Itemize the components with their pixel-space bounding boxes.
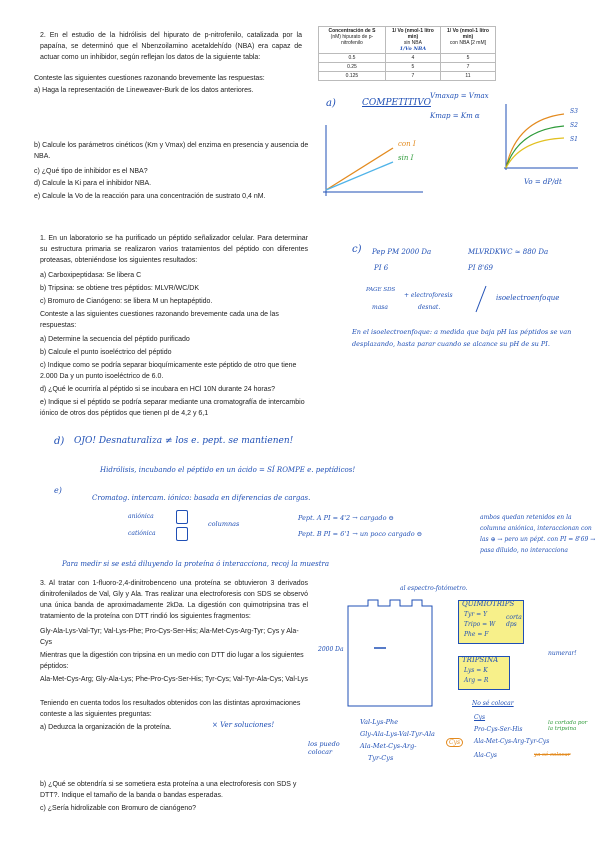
note-tyr: Tyr = Y: [464, 611, 488, 618]
header-handwritten-note: 1/Vo NBA: [399, 46, 427, 52]
note-s2: S2: [570, 122, 578, 129]
note-cys: Cys: [474, 714, 486, 721]
note-anionica: aniónica: [128, 513, 154, 520]
note-vo: Vo = dP/dt: [524, 178, 562, 186]
problem3-question-b: b) ¿Qué se obtendría si se sometiera esta proteína a una electroforesis con SDS y DTT?. Indique el tamaño de la banda o bandas esperadas.: [40, 781, 297, 799]
note-phe: Phe = F: [464, 631, 489, 638]
note-sequence: MLVRDKWC ≈ 880 Da: [468, 248, 549, 256]
note-cationica: catiónica: [128, 530, 156, 537]
data-table: [318, 26, 496, 81]
note-con-i: con I: [398, 140, 416, 148]
note-no-se-colocar: No sé colocar: [472, 700, 514, 707]
note-pept-b: Pept. B PI = 6'1 → un poco cargado ⊖: [298, 530, 423, 538]
note-ala-line: Ala-Met-Cys-Arg-Tyr-Cys: [474, 738, 550, 745]
note-isoelectro: isoelectroenfoque: [496, 294, 560, 302]
problem3-intro: 3. Al tratar con 1-fluoro-2,4-dinitrobenceno una proteína se obtuvieron 3 derivados dinitrofenilados de Val, Gly y Ala. Tras realizar una electroforesis con SDS se observó una única banda de aproximadamente 2kDa. La digestión con quimotripsina tras el tratamiento de la proteína con DTT rindió los siguientes fragmentos:: [40, 580, 308, 620]
problem1-result-c: c) Bromuro de Cianógeno: se libera M un heptapéptido.: [40, 298, 213, 305]
note-columnas: columnas: [208, 520, 240, 528]
note-s1: S1: [570, 136, 578, 143]
table-header-sin: 1/ Vo (nmol-1 litro min) sin NBA 1/Vo NBA: [385, 27, 440, 54]
note-isoelectro-explanation: En el isoelectroenfoque: a medida que baja pH las péptidos se van desplazando, hasta parar cuando se alcance su pH de su PI.: [352, 328, 572, 348]
note-sin-i: sin I: [398, 154, 414, 162]
note-page-sds: PAGE SDS: [366, 287, 396, 293]
table-row: 0.5 4 5: [319, 54, 496, 63]
note-tripsina: TRIPSINA: [462, 656, 499, 664]
divider-slash: [474, 284, 488, 314]
column-icon: [176, 527, 188, 541]
note-a-label: a): [326, 98, 336, 109]
note-corta-dps: corta dps: [506, 614, 522, 628]
table-header-con: 1/ Vo (nmol-1 litro min) con NBA [2 mM]: [440, 27, 495, 54]
problem1-result-a: a) Carboxipeptidasa: Se libera C: [40, 272, 142, 279]
note-desnat: desnat.: [418, 304, 441, 311]
note-pi869: PI 8'69: [468, 264, 493, 272]
note-2000-da: 2000 Da: [318, 646, 344, 653]
note-arg: Arg = R: [464, 677, 489, 684]
problem1-question-b: b) Calcule el punto isoeléctrico del péptido: [40, 349, 172, 356]
note-pro-line: Pro-Cys-Ser-His: [474, 726, 523, 733]
problem1-result-b: b) Tripsina: se obtiene tres péptidos: MLVR/WC/DK: [40, 285, 199, 292]
note-trp: Tripo = W: [464, 621, 496, 628]
note-s3: S3: [570, 108, 578, 115]
problem2-question-e: e) Calcule la Vo de la reacción para una concentración de sustrato 0,4 nM.: [34, 193, 266, 200]
note-competitivo: COMPETITIVO: [362, 98, 431, 108]
note-ala-cys: Ala-Cys: [474, 752, 497, 759]
note-vmax: Vmaxap = Vmax: [430, 92, 489, 100]
note-quimiotrips: QUIMIOTRIPS: [462, 600, 515, 608]
michaelis-menten-sketch: [498, 100, 580, 175]
note-pept-a: Pept. A PI = 4'2 → cargado ⊖: [298, 514, 394, 522]
problem2-question-b: b) Calcule los parámetros cinéticos (Km y Vmax) del enzima en presencia y ausencia de NBA.: [34, 142, 309, 160]
note-para-medir: Para medir si se está diluyendo la proteína ó interacciona, recoj la muestra: [62, 560, 330, 568]
table-row: 0.25 5 7: [319, 63, 496, 72]
problem3-fragments-chymotrypsin: Gly-Ala-Lys-Val-Tyr; Val-Lys-Phe; Pro-Cys-Ser-His; Ala-Met-Cys-Arg-Tyr; Cys y Ala-Cys: [40, 628, 299, 646]
table-header-s: Concentración de S (nM) hipurato de p-nitrofenilo: [319, 27, 386, 54]
problem1-intro: 1. En un laboratorio se ha purificado un péptido señalizador celular. Para determinar su estructura primaria se realizaron varios tratamientos del péptido con diferentes proteasas, obteniéndose los siguientes resultados:: [40, 235, 308, 264]
gel-sketch: [344, 598, 436, 710]
problem1-instructions: Conteste a las siguientes cuestiones razonando brevemente cada una de las respuestas:: [40, 311, 279, 329]
note-numerar: numerar!: [548, 650, 577, 657]
note-chain1: Val-Lys-Phe: [360, 718, 399, 726]
note-d-label: d): [54, 436, 65, 447]
problem2-question-c: c) ¿Qué tipo de inhibidor es el NBA?: [34, 168, 148, 175]
note-ver-soluciones: × Ver soluciones!: [212, 721, 275, 729]
table-row: 0.125 7 11: [319, 72, 496, 81]
note-chain4: Tyr-Cys: [368, 754, 394, 762]
note-electro: + electroforesis: [404, 292, 453, 299]
problem2-instructions: Conteste las siguientes cuestiones razonando brevemente las respuestas:: [34, 75, 265, 82]
problem3-instructions: Teniendo en cuenta todos los resultados obtenidos con las distintas aproximaciones conteste a las siguientes preguntas:: [40, 700, 301, 718]
note-chain2: Gly-Ala-Lys-Val-Tyr-Ala: [360, 730, 435, 738]
problem3-trypsin-intro: Mientras que la digestión con tripsina en un medio con DTT dio lugar a los siguientes péptidos:: [40, 652, 304, 670]
note-ambos: ambos quedan retenidos en la columna aniónica, interaccionan con las ⊕ → pero un pépt. con PI = 8'69 → pasa diluido, no interacciona: [480, 514, 596, 554]
column-icon: [176, 510, 188, 524]
note-cortada: la cortada por la tripsina: [548, 720, 588, 732]
problem2-question-d: d) Calcule la Ki para el inhibidor NBA.: [34, 180, 152, 187]
note-ya-se: ya sé colocar: [534, 752, 571, 758]
note-km: Kmap = Km α: [430, 112, 480, 120]
note-d-answer: OJO! Desnaturaliza ≠ los e. pept. se mantienen!: [74, 436, 294, 446]
problem3-question-a: a) Deduzca la organización de la proteína.: [40, 724, 172, 731]
problem3-question-c: c) ¿Sería hidrolizable con Bromuro de cianógeno?: [40, 805, 197, 812]
problem1-question-e: e) Indique si el péptido se podría separar mediante una cromatografía de intercambio iónico de otros dos péptidos que tienen pI de 4,2 y 6,1: [40, 399, 305, 417]
problem2-question-a: a) Haga la representación de Lineweaver-Burk de los datos anteriores.: [34, 87, 254, 94]
note-lys: Lys = K: [464, 667, 488, 674]
note-cys-circle: Cys: [446, 738, 463, 747]
problem3-fragments-trypsin: Ala-Met-Cys-Arg; Gly-Ala-Lys; Phe-Pro-Cys-Ser-His; Tyr-Cys; Val-Tyr-Ala-Cys; Val-Lys: [40, 676, 308, 683]
note-al-espectro: al espectro-fotómetro.: [400, 585, 468, 592]
problem1-question-a: a) Determine la secuencia del péptido purificado: [40, 336, 190, 343]
note-hidrolisis: Hidrólisis, incubando el péptido en un ácido = SÍ ROMPE e. peptídicos!: [100, 466, 356, 474]
problem1-question-c: c) Indique como se podría separar bioquímicamente este péptido de otro que tiene 2.000 Da y un punto isoeléctrico de 6.0.: [40, 362, 297, 380]
note-e-label: e): [54, 486, 62, 495]
problem1-question-d: d) ¿Qué le ocurriría al péptido si se incubara en HCl 10N durante 24 horas?: [40, 386, 276, 393]
note-cromatografia: Cromatog. intercam. iónico: basada en diferencias de cargas.: [92, 494, 311, 502]
note-c-label: c): [352, 244, 362, 255]
note-pep-pm: Pep PM 2000 Da: [372, 248, 432, 256]
note-chain3: Ala-Met-Cys-Arg-: [360, 742, 417, 750]
problem2-intro: 2. En el estudio de la hidrólisis del hipurato de p-nitrofenilo, catalizada por la papaína, se determinó que el Nbenzoilamino acetaldehído (NBA) era capaz de actuar como un inhibidor, según reflejan los datos de la siguiente tabla:: [40, 32, 302, 61]
note-pi6: PI 6: [374, 264, 389, 272]
note-los-puedo: los puedo colocar: [308, 740, 340, 756]
note-masa: masa: [372, 304, 388, 311]
